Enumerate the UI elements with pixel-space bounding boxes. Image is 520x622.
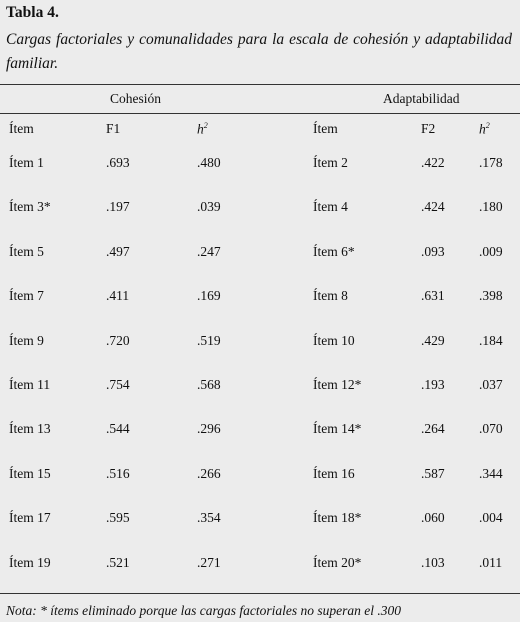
cell-h2-left: .169 [197,288,221,304]
column-header-f2: F2 [421,121,436,136]
cell-f2: .264 [421,421,445,437]
column-header-h2-right: $h^2$ [479,121,490,137]
cell-h2-left: .247 [197,243,221,259]
cell-h2-right: .180 [479,199,503,215]
table-header-rule [0,113,520,114]
cell-item-right: Ítem 10 [313,332,355,348]
cell-item-left: Ítem 1 [9,155,44,170]
cell-f1: .754 [106,377,130,392]
table-bottom-rule [0,593,520,594]
cell-f2: .631 [421,288,445,304]
cell-h2-right: .344 [479,465,503,481]
cell-item-left: Ítem 19 [9,554,51,570]
column-header-f1: F1 [106,121,121,136]
cell-h2-right: .070 [479,421,503,437]
cell-h2-left: .480 [197,155,221,170]
cell-h2-right: .009 [479,243,503,259]
cell-f2: .424 [421,199,445,215]
cell-h2-right: .178 [479,155,503,170]
table-title: Tabla 4. [6,4,59,21]
cell-item-right: Ítem 14* [313,421,362,437]
cell-h2-right: .184 [479,332,503,348]
cell-f1: .544 [106,421,130,437]
cell-h2-left: .039 [197,199,221,215]
cell-item-right: Ítem 12* [313,377,362,392]
column-header-h2-left: $h^2$ [197,121,208,137]
cell-f1: .516 [106,465,130,481]
cell-f1: .411 [106,288,130,304]
cell-item-right: Ítem 6* [313,243,355,259]
table-caption: Cargas factoriales y comunalidades para la escala de cohesión y adaptabilidad familiar. [6,31,512,72]
cell-item-left: Ítem 13 [9,421,51,437]
cell-item-right: Ítem 2 [313,155,348,170]
cell-item-left: Ítem 7 [9,288,44,304]
cell-item-left: Ítem 11 [9,377,51,392]
cell-f1: .197 [106,199,130,215]
table-note: Nota: * ítems eliminado porque las cargas factoriales no superan el .300 [6,603,401,618]
cell-h2-right: .004 [479,510,503,526]
cell-f2: .093 [421,243,445,259]
cell-item-left: Ítem 17 [9,510,51,526]
cell-h2-right: .398 [479,288,503,304]
cell-item-left: Ítem 5 [9,243,44,259]
cell-h2-left: .296 [197,421,221,437]
group-header-adaptabilidad: Adaptabilidad [383,91,460,106]
cell-item-left: Ítem 9 [9,332,44,348]
cell-f2: .193 [421,377,445,392]
cell-f1: .497 [106,243,130,259]
cell-item-right: Ítem 8 [313,288,348,304]
group-header-cohesion: Cohesión [110,91,162,106]
column-header-item-left: Ítem [9,121,34,136]
cell-h2-left: .568 [197,377,221,392]
cell-f2: .422 [421,155,445,170]
cell-h2-left: .519 [197,332,221,348]
cell-h2-left: .266 [197,465,221,481]
cell-item-right: Ítem 16 [313,465,355,481]
cell-f2: .429 [421,332,445,348]
cell-item-right: Ítem 4 [313,199,348,215]
cell-item-right: Ítem 20* [313,554,362,570]
cell-item-left: Ítem 3* [9,199,51,215]
cell-h2-left: .354 [197,510,221,526]
cell-f1: .693 [106,155,130,170]
cell-f2: .060 [421,510,445,526]
cell-f1: .595 [106,510,130,526]
cell-f1: .720 [106,332,130,348]
column-header-item-right: Ítem [313,121,338,136]
cell-f1: .521 [106,554,130,570]
cell-item-right: Ítem 18* [313,510,362,526]
cell-h2-left: .271 [197,554,221,570]
cell-f2: .103 [421,554,445,570]
table-top-rule [0,84,520,85]
cell-item-left: Ítem 15 [9,465,51,481]
cell-f2: .587 [421,465,445,481]
cell-h2-right: .011 [479,554,503,570]
cell-h2-right: .037 [479,377,503,392]
